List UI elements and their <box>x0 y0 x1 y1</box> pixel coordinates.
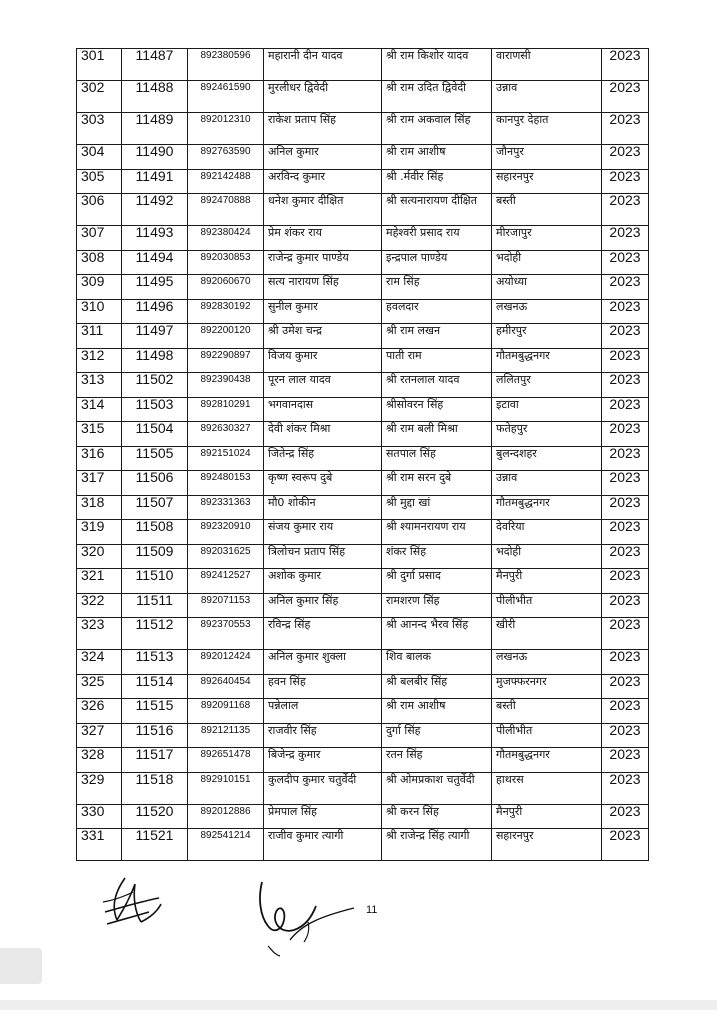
id-number-cell: 892030853 <box>188 250 264 275</box>
record-number-cell: 11514 <box>122 674 188 699</box>
record-number-cell: 11520 <box>122 804 188 829</box>
record-number-cell: 11492 <box>122 194 188 226</box>
table-row <box>77 618 649 650</box>
name-cell: कृष्ण स्वरूप दुबे <box>264 471 382 496</box>
id-number-cell: 892640454 <box>188 674 264 699</box>
record-number-cell: 11508 <box>122 520 188 545</box>
name-cell: राजेन्द्र कुमार पाण्डेय <box>264 250 382 275</box>
record-number-cell: 11498 <box>122 348 188 373</box>
district-cell: पीलीभीत <box>492 723 602 748</box>
table-row <box>77 145 649 170</box>
year-cell: 2023 <box>602 169 649 194</box>
table-row <box>77 471 649 496</box>
name-cell: प्रेम शंकर राय <box>264 226 382 251</box>
id-number-cell: 892810291 <box>188 397 264 422</box>
record-number-cell: 11497 <box>122 324 188 349</box>
table-row <box>77 723 649 748</box>
id-number-cell: 892380596 <box>188 49 264 81</box>
name-cell: सत्य नारायण सिंह <box>264 275 382 300</box>
name-cell: हवन सिंह <box>264 674 382 699</box>
id-number-cell: 892461590 <box>188 81 264 113</box>
father-name-cell: श्री राम सरन दुबे <box>382 471 492 496</box>
table-row <box>77 299 649 324</box>
district-cell: गौतमबुद्धनगर <box>492 348 602 373</box>
father-name-cell: राम सिंह <box>382 275 492 300</box>
records-table <box>76 48 649 861</box>
father-name-cell: श्री राम बली मिश्रा <box>382 422 492 447</box>
serial-number-cell: 307 <box>77 226 122 251</box>
id-number-cell: 892012886 <box>188 804 264 829</box>
table-row <box>77 373 649 398</box>
year-cell: 2023 <box>602 145 649 170</box>
name-cell: श्री उमेश चन्द्र <box>264 324 382 349</box>
table-row <box>77 275 649 300</box>
year-cell: 2023 <box>602 723 649 748</box>
serial-number-cell: 319 <box>77 520 122 545</box>
district-cell: सहारनपुर <box>492 169 602 194</box>
name-cell: मौ0 शोकीन <box>264 495 382 520</box>
year-cell: 2023 <box>602 520 649 545</box>
record-number-cell: 11517 <box>122 748 188 773</box>
serial-number-cell: 321 <box>77 569 122 594</box>
record-number-cell: 11496 <box>122 299 188 324</box>
id-number-cell: 892012424 <box>188 650 264 675</box>
serial-number-cell: 324 <box>77 650 122 675</box>
year-cell: 2023 <box>602 569 649 594</box>
table-row <box>77 650 649 675</box>
name-cell: विजय कुमार <box>264 348 382 373</box>
father-name-cell: श्री राम अकवाल सिंह <box>382 113 492 145</box>
district-cell: गौतमबुद्धनगर <box>492 748 602 773</box>
id-number-cell: 892031625 <box>188 544 264 569</box>
district-cell: देवरिया <box>492 520 602 545</box>
record-number-cell: 11511 <box>122 593 188 618</box>
table-row <box>77 520 649 545</box>
serial-number-cell: 302 <box>77 81 122 113</box>
district-cell: उन्नाव <box>492 471 602 496</box>
serial-number-cell: 305 <box>77 169 122 194</box>
record-number-cell: 11506 <box>122 471 188 496</box>
record-number-cell: 11488 <box>122 81 188 113</box>
record-number-cell: 11490 <box>122 145 188 170</box>
serial-number-cell: 311 <box>77 324 122 349</box>
father-name-cell: श्री बलबीर सिंह <box>382 674 492 699</box>
serial-number-cell: 313 <box>77 373 122 398</box>
year-cell: 2023 <box>602 373 649 398</box>
record-number-cell: 11509 <box>122 544 188 569</box>
year-cell: 2023 <box>602 194 649 226</box>
name-cell: रविन्द्र सिंह <box>264 618 382 650</box>
serial-number-cell: 322 <box>77 593 122 618</box>
name-cell: भगवानदास <box>264 397 382 422</box>
serial-number-cell: 312 <box>77 348 122 373</box>
district-cell: बुलन्दशहर <box>492 446 602 471</box>
serial-number-cell: 310 <box>77 299 122 324</box>
serial-number-cell: 304 <box>77 145 122 170</box>
district-cell: कानपुर देहात <box>492 113 602 145</box>
father-name-cell: श्री राम लखन <box>382 324 492 349</box>
district-cell: पीलीभीत <box>492 593 602 618</box>
district-cell: जौनपुर <box>492 145 602 170</box>
father-name-cell: श्री ओमप्रकाश चतुर्वेदी <box>382 772 492 804</box>
table-row <box>77 49 649 81</box>
name-cell: अशोक कुमार <box>264 569 382 594</box>
table-row <box>77 348 649 373</box>
table-row <box>77 544 649 569</box>
year-cell: 2023 <box>602 748 649 773</box>
year-cell: 2023 <box>602 348 649 373</box>
father-name-cell: दुर्गा सिंह <box>382 723 492 748</box>
year-cell: 2023 <box>602 299 649 324</box>
year-cell: 2023 <box>602 113 649 145</box>
record-number-cell: 11494 <box>122 250 188 275</box>
year-cell: 2023 <box>602 650 649 675</box>
father-name-cell: श्री रतनलाल यादव <box>382 373 492 398</box>
record-number-cell: 11495 <box>122 275 188 300</box>
id-number-cell: 892060670 <box>188 275 264 300</box>
table-row <box>77 113 649 145</box>
name-cell: मुरलीधर द्विवेदी <box>264 81 382 113</box>
id-number-cell: 892290897 <box>188 348 264 373</box>
name-cell: देवी शंकर मिश्रा <box>264 422 382 447</box>
viewer-bottom-edge <box>0 1000 717 1010</box>
name-cell: प्रेमपाल सिंह <box>264 804 382 829</box>
year-cell: 2023 <box>602 804 649 829</box>
name-cell: पन्नेलाल <box>264 699 382 724</box>
table-row <box>77 169 649 194</box>
district-cell: मीरजापुर <box>492 226 602 251</box>
signature-right <box>250 872 362 958</box>
father-name-cell: श्री राम किशोर यादव <box>382 49 492 81</box>
district-cell: मैनपुरी <box>492 804 602 829</box>
year-cell: 2023 <box>602 829 649 861</box>
table-row <box>77 397 649 422</box>
father-name-cell: श्री सत्यनारायण दीक्षित <box>382 194 492 226</box>
serial-number-cell: 320 <box>77 544 122 569</box>
serial-number-cell: 329 <box>77 772 122 804</box>
name-cell: त्रिलोचन प्रताप सिंह <box>264 544 382 569</box>
district-cell: गौतमबुद्धनगर <box>492 495 602 520</box>
name-cell: अरविन्द कुमार <box>264 169 382 194</box>
serial-number-cell: 327 <box>77 723 122 748</box>
id-number-cell: 892142488 <box>188 169 264 194</box>
district-cell: ललितपुर <box>492 373 602 398</box>
table-row <box>77 593 649 618</box>
id-number-cell: 892651478 <box>188 748 264 773</box>
record-number-cell: 11493 <box>122 226 188 251</box>
year-cell: 2023 <box>602 674 649 699</box>
id-number-cell: 892830192 <box>188 299 264 324</box>
district-cell: इटावा <box>492 397 602 422</box>
district-cell: हमीरपुर <box>492 324 602 349</box>
id-number-cell: 892630327 <box>188 422 264 447</box>
district-cell: खीरी <box>492 618 602 650</box>
serial-number-cell: 328 <box>77 748 122 773</box>
name-cell: अनिल कुमार सिंह <box>264 593 382 618</box>
record-number-cell: 11505 <box>122 446 188 471</box>
table-row <box>77 772 649 804</box>
father-name-cell: इन्द्रपाल पाण्डेय <box>382 250 492 275</box>
father-name-cell: महेश्वरी प्रसाद राय <box>382 226 492 251</box>
id-number-cell: 892121135 <box>188 723 264 748</box>
father-name-cell: श्री मुद्दा खां <box>382 495 492 520</box>
year-cell: 2023 <box>602 324 649 349</box>
district-cell: सहारनपुर <box>492 829 602 861</box>
serial-number-cell: 306 <box>77 194 122 226</box>
table-row <box>77 495 649 520</box>
district-cell: लखनऊ <box>492 299 602 324</box>
serial-number-cell: 308 <box>77 250 122 275</box>
record-number-cell: 11489 <box>122 113 188 145</box>
page-number: 11 <box>366 904 378 916</box>
record-number-cell: 11503 <box>122 397 188 422</box>
serial-number-cell: 317 <box>77 471 122 496</box>
record-number-cell: 11516 <box>122 723 188 748</box>
father-name-cell: रामशरण सिंह <box>382 593 492 618</box>
serial-number-cell: 314 <box>77 397 122 422</box>
year-cell: 2023 <box>602 471 649 496</box>
father-name-cell: श्री राम आशीष <box>382 145 492 170</box>
name-cell: सुनील कुमार <box>264 299 382 324</box>
record-number-cell: 11510 <box>122 569 188 594</box>
serial-number-cell: 326 <box>77 699 122 724</box>
year-cell: 2023 <box>602 593 649 618</box>
id-number-cell: 892541214 <box>188 829 264 861</box>
id-number-cell: 892370553 <box>188 618 264 650</box>
father-name-cell: श्री दुर्गा प्रसाद <box>382 569 492 594</box>
serial-number-cell: 309 <box>77 275 122 300</box>
father-name-cell: हवलदार <box>382 299 492 324</box>
record-number-cell: 11507 <box>122 495 188 520</box>
district-cell: बस्ती <box>492 699 602 724</box>
district-cell: वाराणसी <box>492 49 602 81</box>
year-cell: 2023 <box>602 772 649 804</box>
year-cell: 2023 <box>602 49 649 81</box>
name-cell: राजवीर सिंह <box>264 723 382 748</box>
id-number-cell: 892071153 <box>188 593 264 618</box>
father-name-cell: श्री श्यामनरायण राय <box>382 520 492 545</box>
id-number-cell: 892380424 <box>188 226 264 251</box>
father-name-cell: श्रीसोवरन सिंह <box>382 397 492 422</box>
id-number-cell: 892480153 <box>188 471 264 496</box>
district-cell: हाथरस <box>492 772 602 804</box>
name-cell: बिजेन्द्र कुमार <box>264 748 382 773</box>
table-row <box>77 699 649 724</box>
record-number-cell: 11521 <box>122 829 188 861</box>
id-number-cell: 892200120 <box>188 324 264 349</box>
year-cell: 2023 <box>602 397 649 422</box>
year-cell: 2023 <box>602 618 649 650</box>
record-number-cell: 11513 <box>122 650 188 675</box>
id-number-cell: 892151024 <box>188 446 264 471</box>
table-row <box>77 194 649 226</box>
serial-number-cell: 316 <box>77 446 122 471</box>
serial-number-cell: 330 <box>77 804 122 829</box>
id-number-cell: 892470888 <box>188 194 264 226</box>
father-name-cell: रतन सिंह <box>382 748 492 773</box>
serial-number-cell: 303 <box>77 113 122 145</box>
name-cell: पूरन लाल यादव <box>264 373 382 398</box>
table-row <box>77 829 649 861</box>
district-cell: लखनऊ <box>492 650 602 675</box>
id-number-cell: 892390438 <box>188 373 264 398</box>
name-cell: अनिल कुमार शुक्ला <box>264 650 382 675</box>
name-cell: संजय कुमार राय <box>264 520 382 545</box>
table-row <box>77 674 649 699</box>
viewer-side-tab <box>0 948 42 984</box>
id-number-cell: 892331363 <box>188 495 264 520</box>
district-cell: भदोही <box>492 250 602 275</box>
table-row <box>77 446 649 471</box>
record-number-cell: 11515 <box>122 699 188 724</box>
father-name-cell: सतपाल सिंह <box>382 446 492 471</box>
serial-number-cell: 318 <box>77 495 122 520</box>
district-cell: उन्नाव <box>492 81 602 113</box>
record-number-cell: 11512 <box>122 618 188 650</box>
name-cell: राजीव कुमार त्यागी <box>264 829 382 861</box>
year-cell: 2023 <box>602 81 649 113</box>
district-cell: मैनपुरी <box>492 569 602 594</box>
records-table-body <box>77 49 649 861</box>
father-name-cell: श्री राम आशीष <box>382 699 492 724</box>
district-cell: भदोही <box>492 544 602 569</box>
id-number-cell: 892412527 <box>188 569 264 594</box>
year-cell: 2023 <box>602 446 649 471</box>
id-number-cell: 892320910 <box>188 520 264 545</box>
table-row <box>77 81 649 113</box>
father-name-cell: शंकर सिंह <box>382 544 492 569</box>
district-cell: अयोध्या <box>492 275 602 300</box>
name-cell: जितेन्द्र सिंह <box>264 446 382 471</box>
father-name-cell: शिव बालक <box>382 650 492 675</box>
id-number-cell: 892091168 <box>188 699 264 724</box>
signature-left <box>95 872 167 936</box>
record-number-cell: 11487 <box>122 49 188 81</box>
year-cell: 2023 <box>602 544 649 569</box>
name-cell: धनेश कुमार दीक्षित <box>264 194 382 226</box>
serial-number-cell: 323 <box>77 618 122 650</box>
id-number-cell: 892763590 <box>188 145 264 170</box>
year-cell: 2023 <box>602 275 649 300</box>
table-row <box>77 569 649 594</box>
record-number-cell: 11504 <box>122 422 188 447</box>
table-row <box>77 250 649 275</box>
record-number-cell: 11518 <box>122 772 188 804</box>
year-cell: 2023 <box>602 495 649 520</box>
district-cell: मुजफ्फरनगर <box>492 674 602 699</box>
serial-number-cell: 315 <box>77 422 122 447</box>
name-cell: कुलदीप कुमार चतुर्वेदी <box>264 772 382 804</box>
district-cell: बस्ती <box>492 194 602 226</box>
record-number-cell: 11502 <box>122 373 188 398</box>
table-row <box>77 748 649 773</box>
name-cell: राकेश प्रताप सिंह <box>264 113 382 145</box>
father-name-cell: श्री करन सिंह <box>382 804 492 829</box>
year-cell: 2023 <box>602 226 649 251</box>
father-name-cell: पाती राम <box>382 348 492 373</box>
district-cell: फतेहपुर <box>492 422 602 447</box>
table-row <box>77 324 649 349</box>
father-name-cell: श्री आनन्द भैरव सिंह <box>382 618 492 650</box>
father-name-cell: श्री राम उदित द्विवेदी <box>382 81 492 113</box>
father-name-cell: श्री राजेन्द्र सिंह त्यागी <box>382 829 492 861</box>
name-cell: महारानी दीन यादव <box>264 49 382 81</box>
id-number-cell: 892910151 <box>188 772 264 804</box>
year-cell: 2023 <box>602 250 649 275</box>
year-cell: 2023 <box>602 699 649 724</box>
id-number-cell: 892012310 <box>188 113 264 145</box>
table-row <box>77 226 649 251</box>
table-row <box>77 422 649 447</box>
table-row <box>77 804 649 829</box>
serial-number-cell: 325 <box>77 674 122 699</box>
name-cell: अनिल कुमार <box>264 145 382 170</box>
father-name-cell: श्री .र्मवीर सिंह <box>382 169 492 194</box>
serial-number-cell: 331 <box>77 829 122 861</box>
year-cell: 2023 <box>602 422 649 447</box>
serial-number-cell: 301 <box>77 49 122 81</box>
record-number-cell: 11491 <box>122 169 188 194</box>
